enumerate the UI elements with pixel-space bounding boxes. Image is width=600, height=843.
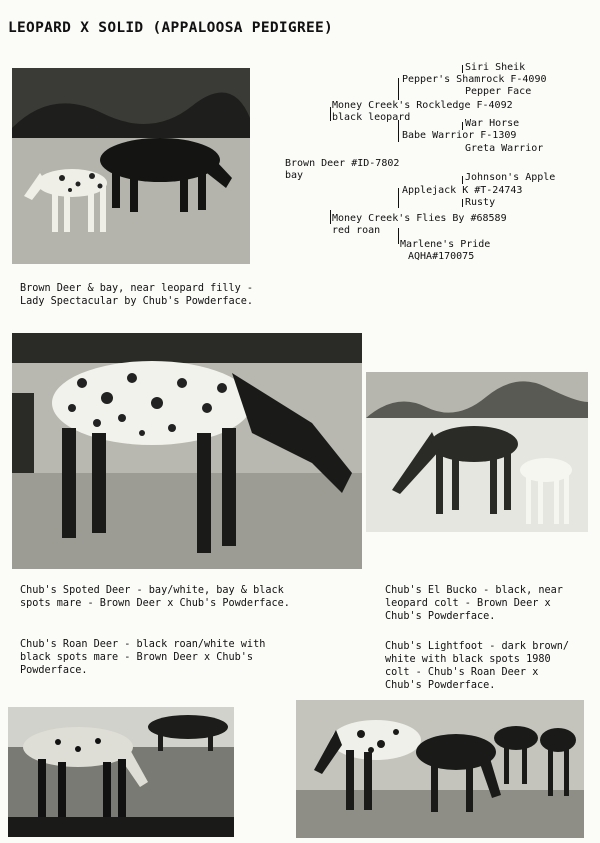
- caption-line: Chub's Spoted Deer - bay/white, bay & black: [20, 585, 284, 596]
- pedigree-dd-reg: AQHA#170075: [408, 251, 475, 262]
- pedigree-dam: Money Creek's Flies By #68589: [332, 213, 507, 224]
- pedigree-sire: Money Creek's Rockledge F-4092: [332, 100, 513, 111]
- caption-line: colt - Chub's Roan Deer x: [385, 667, 539, 678]
- caption-photo1: [20, 282, 320, 308]
- pedigree-line: [398, 120, 399, 142]
- pedigree-sire-color: black leopard: [332, 112, 411, 123]
- pedigree-line: [330, 210, 331, 224]
- pedigree-ds-dam: Rusty: [465, 197, 496, 208]
- pedigree-line: [330, 107, 331, 121]
- caption-photo2: [20, 584, 360, 610]
- pedigree-line: [398, 78, 399, 100]
- caption-line: white with black spots 1980: [385, 654, 551, 665]
- leopard-colt-herd-photo: [296, 700, 584, 838]
- caption-line: Lady Spectacular by Chub's Powderface.: [20, 296, 254, 307]
- pedigree-subject-color: bay: [285, 170, 304, 181]
- caption-line: leopard colt - Brown Deer x: [385, 598, 551, 609]
- caption-line: Chub's Powderface.: [385, 680, 496, 691]
- caption-line: Chub's El Bucko - black, near: [385, 585, 563, 596]
- roan-mare-herd-photo: [8, 707, 234, 837]
- mare-and-colt-photo: [366, 372, 588, 532]
- pedigree-line: [462, 65, 463, 73]
- page-title: LEOPARD X SOLID (APPALOOSA PEDIGREE): [8, 20, 334, 36]
- pedigree-ss-dam: Pepper Face: [465, 86, 532, 97]
- pedigree-line: [398, 188, 399, 208]
- mare-and-filly-photo: [12, 68, 250, 264]
- caption-photo5: [385, 640, 595, 692]
- pedigree-line: [398, 228, 399, 244]
- caption-line: Chub's Lightfoot - dark brown/: [385, 641, 570, 652]
- pedigree-sd: Babe Warrior F-1309: [402, 130, 517, 141]
- caption-line: Chub's Powderface.: [385, 611, 496, 622]
- pedigree-subject: Brown Deer #ID-7802: [285, 158, 400, 169]
- pedigree-ss: Pepper's Shamrock F-4090: [402, 74, 547, 85]
- pedigree-dam-color: red roan: [332, 225, 381, 236]
- caption-line: Powderface.: [20, 665, 88, 676]
- pedigree-sd-dam: Greta Warrior: [465, 143, 544, 154]
- pedigree-ds: Applejack K #T-24743: [402, 185, 523, 196]
- caption-line: Chub's Roan Deer - black roan/white with: [20, 639, 266, 650]
- pedigree-ds-sire: Johnson's Apple: [465, 172, 556, 183]
- pedigree-sd-sire: War Horse: [465, 118, 520, 129]
- pedigree-line: [462, 122, 463, 130]
- pedigree-line: [462, 176, 463, 184]
- caption-line: black spots mare - Brown Deer x Chub's: [20, 652, 254, 663]
- pedigree-dd: Marlene's Pride: [400, 239, 491, 250]
- caption-photo3: [385, 584, 595, 623]
- caption-photo4: [20, 638, 360, 677]
- caption-line: Brown Deer & bay, near leopard filly -: [20, 283, 254, 294]
- caption-line: spots mare - Brown Deer x Chub's Powderface.: [20, 598, 290, 609]
- pedigree-ss-sire: Siri Sheik: [465, 62, 526, 73]
- spotted-mare-photo: [12, 333, 362, 569]
- pedigree-line: [462, 199, 463, 207]
